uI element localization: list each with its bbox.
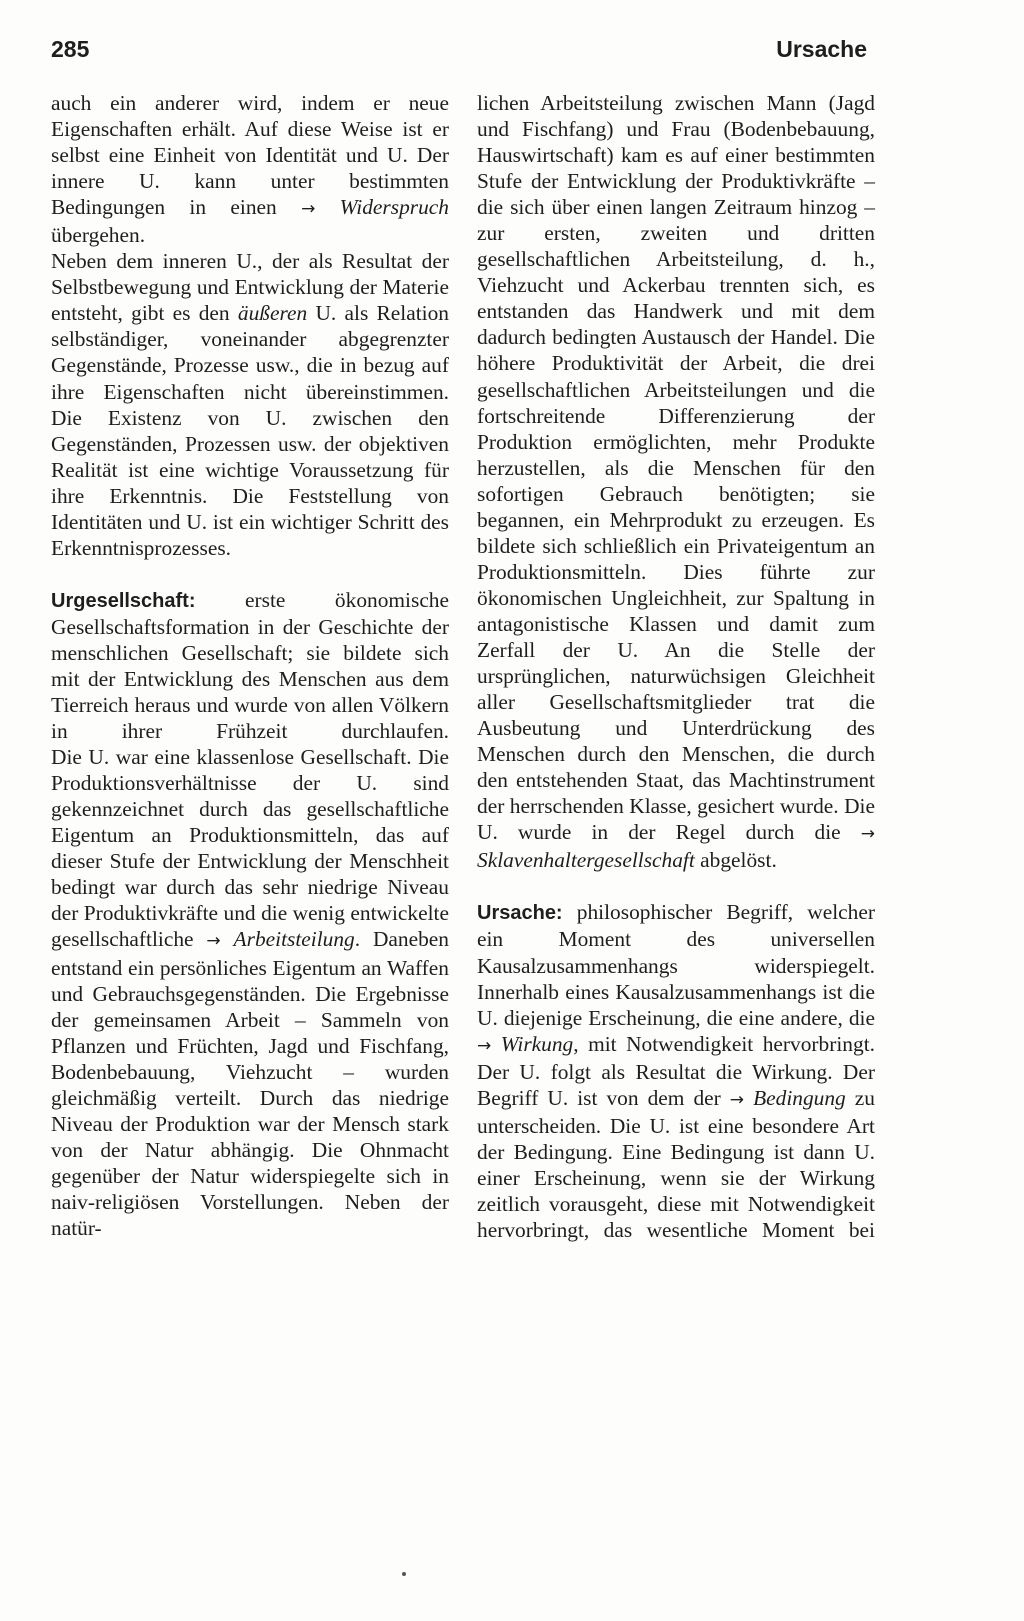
page-number: 285 xyxy=(51,36,90,62)
emphasis-text: äußeren xyxy=(237,301,308,326)
page-header xyxy=(0,36,1024,76)
cross-reference-link[interactable]: Widerspruch xyxy=(339,195,449,220)
cross-reference-link[interactable]: Arbeitsteilung xyxy=(233,927,355,952)
print-speck xyxy=(402,1572,406,1576)
right-column xyxy=(477,90,875,1243)
left-column xyxy=(51,90,449,1241)
paragraph: lichen Arbeitsteilung zwischen Mann (Jagd und Fischfang) und Frau (Bodenbebauung, Hauswirtschaft) kam es auf einer bestimmten Stufe der Entwicklung der Produktivkräfte – die sich über einen langen Zeitraum hinzog – zur ersten, zweiten und dritten gesellschaftlichen Arbeitsteilung, d. h., Viehzucht und Ackerbau trennten sich, es entstanden das Handwerk und mit dem dadurch bedingten Austausch der Handel. Die höhere Produktivität der Arbeit, die drei gesellschaftlichen Arbeitsteilungen und die fortschreitende Differenzierung der Produktion ermöglichten, mehr Produkte herzustellen, als die Menschen für den sofortigen Gebrauch benötigten; sie begannen, ein Mehrprodukt zu erzeugen. Es bildete sich schließlich ein Privateigentum an Produktionsmitteln. Dies führte zur ökonomischen Ungleichheit, zur Spaltung in antagonistische Klassen und damit zum Zerfall der U. An die Stelle der ursprünglichen, naturwüchsigen Gleichheit aller Gesellschaftsmitglieder trat die Ausbeutung und Unterdrückung des Menschen durch den Menschen, die durch den entstehenden Staat, das Machtinstrument der herrschenden Klasse, gesichert wurde. Die U. wurde in der Regel durch die → Sklavenhaltergesellschaft abgelöst. xyxy=(477,91,875,873)
arrow-icon: → xyxy=(729,1089,745,1110)
running-head: Ursache xyxy=(776,36,867,62)
cross-reference-link[interactable]: Bedingung xyxy=(753,1085,846,1110)
arrow-icon: → xyxy=(477,1035,492,1056)
entry-headword: Ursache: xyxy=(477,902,563,925)
paragraph: Die U. war eine klassenlose Gesellschaft. Die Produktionsverhältnisse der U. sind gekennzeichnet durch das gesellschaftliche Eigentum an Produktionsmitteln, das auf dieser Stufe der Entwicklung der Menschheit bedingt war durch das sehr niedrige Niveau der Produktivkräfte und die wenig entwickelte gesellschaftliche → Arbeitsteilung. Daneben entstand ein persönliches Eigentum an Waffen und Gebrauchsgegenständen. Die Ergebnisse der gemeinsamen Arbeit – Sammeln von Pflanzen und Früchten, Jagd und Fischfang, Bodenbebauung, Viehzucht – wurden gleichmäßig verteilt. Durch das niedrige Niveau der Produktion war der Mensch stark von der Natur abhängig. Die Ohnmacht gegenüber der Natur widerspiegelte sich in naiv-religiösen Vorstellungen. Neben der natür- xyxy=(51,745,449,1240)
entry-urgesellschaft: Urgesellschaft: erste ökonomische Gesellschaftsformation in der Geschichte der menschlichen Gesellschaft; sie bildete sich mit der Entwicklung des Menschen aus dem Tierreich heraus und wurde von allen Völkern in ihrer Frühzeit durchlaufen. xyxy=(51,587,449,744)
cross-reference-link[interactable]: Wirkung xyxy=(500,1031,574,1056)
entry-headword: Urgesellschaft: xyxy=(51,589,196,612)
arrow-icon: → xyxy=(301,199,316,220)
paragraph: auch ein anderer wird, indem er neue Eigenschaften erhält. Auf diese Weise ist er selbst eine Einheit von Identität und U. Der innere U. kann unter bestimmten Bedingungen in einen → Widerspruch übergehen. xyxy=(51,91,449,248)
arrow-icon: → xyxy=(860,824,875,845)
paragraph: Die Existenz von U. zwischen den Gegenständen, Prozessen usw. der objektiven Realität ist eine wichtige Voraussetzung für ihre Erkenntnis. Die Feststellung von Identitäten und U. ist ein wichtiger Schritt des Erkenntnisprozesses. xyxy=(51,405,449,560)
arrow-icon: → xyxy=(206,931,221,952)
entry-ursache: Ursache: philosophischer Begriff, welcher ein Moment des universellen Kausalzusammenhangs widerspiegelt. Innerhalb eines Kausalzusammenhangs ist die U. diejenige Erscheinung, die eine andere, die → Wirkung, mit Notwendigkeit hervorbringt. Der U. folgt als Resultat die Wirkung. Der Begriff U. ist von dem der → Bedingung zu unterscheiden. Die U. ist eine besondere Art der Bedingung. Eine Bedingung ist dann U. einer Erscheinung, wenn sie der Wirkung zeitlich vorausgeht, diese mit Notwendigkeit hervorbringt, das wesentliche Moment bei xyxy=(477,900,875,1242)
paragraph: Neben dem inneren U., der als Resultat der Selbstbewegung und Entwicklung der Materie entsteht, gibt es den äußeren U. als Relation selbständiger, voneinander abgegrenzter Gegenstände, Prozesse usw., die in bezug auf ihre Eigenschaften nicht übereinstimmen. xyxy=(51,249,449,404)
cross-reference-link[interactable]: Sklavenhaltergesellschaft xyxy=(477,848,695,873)
